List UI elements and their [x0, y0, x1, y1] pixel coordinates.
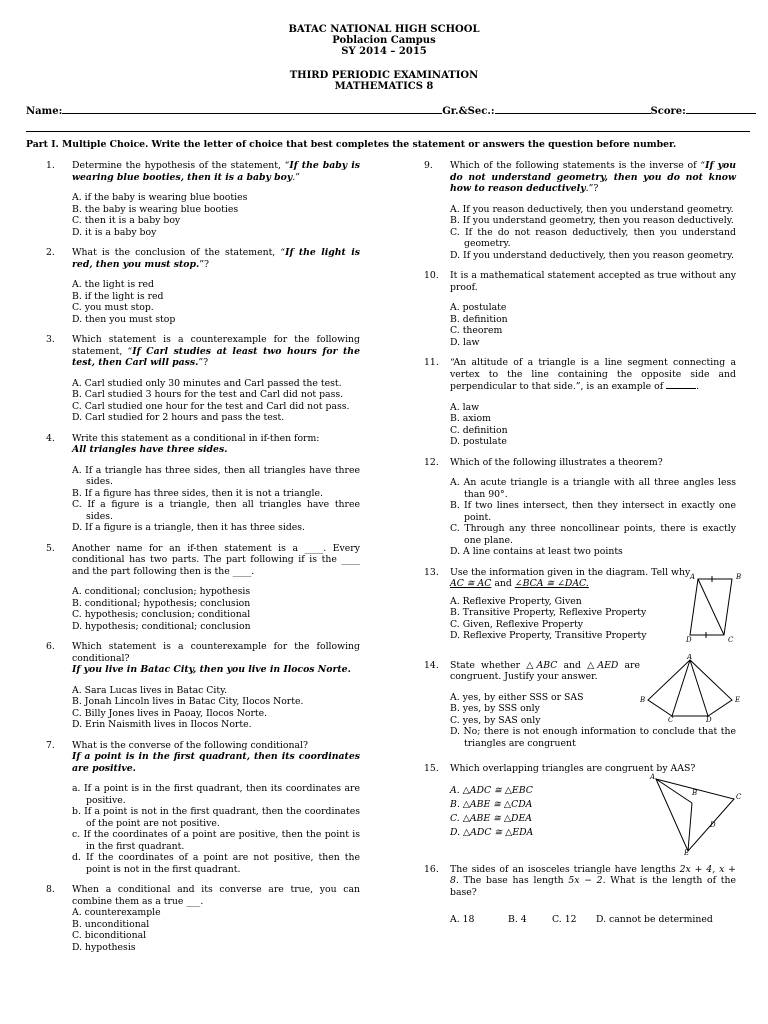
choices [450, 302, 736, 348]
header-divider [26, 131, 750, 132]
choice-a[interactable]: A. conditional; conclusion; hypothesis [72, 586, 251, 597]
choice-c[interactable]: C. If a figure is a triangle, then all triangles have three sides. [72, 499, 360, 522]
svg-text:E: E [735, 695, 741, 704]
given-segment: AC ≅ AC [450, 578, 492, 589]
question-number: 15. [424, 762, 439, 774]
choice-b[interactable]: B. conditional; hypothesis; conclusion [72, 597, 251, 609]
question-stem: The sides of an isosceles triangle have lengths 2x + 4, x + 8. The base has length 5x − 2. What is the length of the base? [450, 863, 736, 898]
name-label: Name: [26, 106, 63, 117]
choice-d[interactable]: D. cannot be determined [596, 914, 713, 925]
choice-a[interactable]: A. postulate [450, 302, 507, 313]
choice-d[interactable]: d. If the coordinates of a point are not positive, then the point is not in the first quadrant. [72, 852, 360, 875]
score-field[interactable] [686, 104, 756, 114]
exam-header [0, 24, 768, 92]
choice-b[interactable]: B. axiom [450, 413, 491, 424]
choice-b[interactable]: B. Carl studied 3 hours for the test and Carl did not pass. [72, 389, 344, 400]
svg-text:C: C [728, 635, 734, 643]
question-number: 10. [424, 270, 439, 281]
svg-text:D: D [686, 635, 692, 643]
question-3 [46, 334, 360, 424]
choice-c[interactable]: C. theorem [450, 325, 503, 336]
question-13 [424, 566, 742, 651]
question-number: 3. [46, 334, 55, 345]
question-stem: Write this statement as a conditional in if-then form: All triangles have three sides. [72, 432, 320, 455]
choice-c[interactable]: C. then it is a baby boy [72, 215, 181, 226]
choices [450, 402, 736, 448]
choice-a[interactable]: A. 18 [450, 914, 475, 925]
choice-c[interactable]: C. you must stop. [72, 302, 154, 313]
choice-a[interactable]: A. Carl studied only 30 minutes and Carl passed the test. [72, 377, 342, 389]
question-16 [424, 864, 736, 926]
question-number: 2. [46, 247, 55, 258]
choice-d[interactable]: D. hypothesis; conditional; conclusion [72, 620, 251, 632]
choice-c[interactable]: C. biconditional [72, 930, 147, 941]
exam-title: THIRD PERIODIC EXAMINATION [289, 70, 479, 81]
question-stem: Another name for an if-then statement is a ____. Every conditional has two parts. The part following if is the ____ and the part following then is the ____. [72, 542, 360, 577]
question-stem: Which statement is a counterexample for the following conditional? If you live in Batac City, then you live in Ilocos Norte. [72, 641, 360, 675]
choices [72, 783, 360, 875]
choice-b[interactable]: B. △ABE ≅ △CDA [450, 799, 533, 810]
choice-a[interactable]: A. If a triangle has three sides, then all triangles have three sides. [72, 464, 360, 487]
svg-text:E: E [684, 848, 690, 855]
choice-d[interactable]: D. If you understand deductively, then you reason geometry. [450, 249, 734, 261]
given-angle: ∠BCA ≅ ∠DAC. [514, 578, 589, 589]
choice-c[interactable]: C. 12 [552, 914, 577, 925]
question-15 [424, 762, 742, 855]
choice-b[interactable]: B. If a figure has three sides, then it is not a triangle. [72, 487, 323, 499]
choice-d[interactable]: D. Erin Naismith lives in Ilocos Norte. [72, 719, 252, 730]
choice-a[interactable]: A. the light is red [72, 279, 154, 290]
question-stem: Which of the following statements is the inverse of “If you do not understand geometry, then you do not know how to reason deductively.”? [450, 160, 736, 194]
choice-a[interactable]: A. if the baby is wearing blue booties [72, 192, 248, 203]
choice-a[interactable]: A. If you reason deductively, then you understand geometry. [450, 203, 734, 215]
question-6 [46, 641, 360, 731]
parallelogram-diagram [686, 571, 746, 643]
choice-d[interactable]: D. Carl studied for 2 hours and pass the test. [72, 412, 285, 423]
question-5 [46, 543, 360, 633]
question-number: 16. [424, 863, 439, 875]
question-number: 13. [424, 566, 439, 578]
choice-b[interactable]: B. definition [450, 313, 508, 325]
grsec-field[interactable] [495, 104, 651, 114]
choice-d[interactable]: D. hypothesis [72, 941, 136, 953]
choice-d[interactable]: D. postulate [450, 436, 507, 447]
svg-text:A: A [690, 572, 696, 581]
choice-b[interactable]: B. If two lines intersect, then they intersect in exactly one point. [450, 500, 736, 523]
right-column [424, 160, 742, 935]
question-14 [424, 653, 741, 754]
choice-a[interactable]: A. counterexample [72, 907, 161, 918]
question-number: 9. [424, 160, 433, 171]
question-12 [424, 457, 736, 558]
choice-b[interactable]: B. Transitive Property, Reflexive Property [450, 607, 647, 618]
choice-c[interactable]: C. Billy Jones lives in Paoay, Ilocos Norte. [72, 707, 268, 719]
svg-text:A: A [650, 772, 656, 781]
svg-text:C: C [668, 715, 674, 722]
svg-text:C: C [736, 792, 742, 801]
part1-instructions: Part I. Multiple Choice. Write the letter of choice that best completes the statement or answers the question before number. [26, 139, 677, 150]
choices [72, 465, 360, 534]
question-stem: Which overlapping triangles are congruent by AAS? [450, 762, 696, 774]
question-number: 7. [46, 739, 55, 751]
question-stem: It is a mathematical statement accepted as true without any proof. [450, 270, 736, 293]
svg-text:D: D [706, 715, 712, 722]
choice-d[interactable]: D. △ADC ≅ △EDA [450, 827, 534, 838]
school-name: BATAC NATIONAL HIGH SCHOOL [288, 24, 480, 35]
choice-d[interactable]: D. Reflexive Property, Transitive Property [450, 630, 647, 641]
choice-c[interactable]: C. yes, by SAS only [450, 714, 541, 726]
school-year: SY 2014 – 2015 [341, 46, 427, 57]
question-stem: Use the information given in the diagram. Tell why AC ≅ AC and ∠BCA ≅ ∠DAC. [450, 566, 691, 589]
question-8 [46, 884, 360, 953]
choice-c[interactable]: C. Carl studied one hour for the test and Carl did not pass. [72, 400, 350, 412]
question-stem: Determine the hypothesis of the statement, “If the baby is wearing blue booties, then it is a baby boy.” [72, 160, 360, 183]
question-11 [424, 357, 736, 448]
choice-c[interactable]: C. △ABE ≅ △DEA [450, 813, 532, 824]
question-number: 14. [424, 659, 439, 671]
choices [72, 586, 360, 632]
choice-b[interactable]: B. the baby is wearing blue booties [72, 203, 239, 215]
question-2 [46, 247, 360, 325]
svg-text:A: A [687, 653, 693, 661]
choices [72, 192, 360, 238]
choice-c[interactable]: C. hypothesis; conclusion; conditional [72, 609, 251, 620]
question-number: 6. [46, 641, 55, 652]
choice-a[interactable]: a. If a point is in the first quadrant, then its coordinates are positive. [72, 783, 360, 806]
question-stem: When a conditional and its converse are true, you can combine them as a true ___. [72, 884, 360, 907]
svg-text:D: D [710, 820, 716, 829]
score-label: Score: [650, 106, 686, 117]
question-number: 4. [46, 432, 55, 444]
choice-c[interactable]: C. definition [450, 424, 508, 436]
question-1 [46, 160, 360, 238]
question-7 [46, 740, 360, 876]
choice-b[interactable]: B. If you understand geometry, then you reason deductively. [450, 215, 734, 226]
choice-b[interactable]: B. yes, by SSS only [450, 703, 540, 714]
left-column [46, 160, 360, 962]
overlapping-triangles-diagram [648, 773, 744, 855]
svg-text:B: B [640, 695, 646, 704]
question-number: 5. [46, 542, 55, 554]
choices [450, 914, 736, 926]
choices [450, 204, 736, 262]
choice-a[interactable]: A. yes, by either SSS or SAS [450, 691, 584, 703]
subject-title: MATHEMATICS 8 [334, 81, 434, 92]
question-4 [46, 433, 360, 534]
question-stem: Which statement is a counterexample for the following statement, “If Carl studies at least two hours for the test, then Carl will pass.”? [72, 334, 360, 368]
question-number: 1. [46, 160, 55, 171]
choices [72, 279, 360, 325]
choices [72, 907, 360, 953]
choice-b[interactable]: B. 4 [508, 914, 527, 925]
choice-b[interactable]: B. unconditional [72, 918, 150, 930]
choice-d[interactable]: D. law [450, 336, 480, 348]
question-10 [424, 270, 736, 348]
question-number: 8. [46, 884, 55, 895]
campus-name: Poblacion Campus [332, 35, 436, 46]
choice-b[interactable]: B. Jonah Lincoln lives in Batac City, Ilocos Norte. [72, 696, 304, 707]
choice-c[interactable]: C. Given, Reflexive Property [450, 618, 584, 630]
choice-d[interactable]: D. then you must stop [72, 313, 176, 325]
choice-a[interactable]: A. Sara Lucas lives in Batac City. [72, 684, 228, 696]
choice-a[interactable]: A. An acute triangle is a triangle with all three angles less than 90°. [450, 477, 736, 500]
choice-b[interactable]: b. If a point is not in the first quadrant, then the coordinates of the point are not positive. [72, 806, 360, 829]
choices [450, 477, 736, 558]
question-stem: What is the converse of the following conditional? If a point is in the first quadrant, then its coordinates are positive. [72, 739, 360, 774]
choice-c[interactable]: C. If the do not reason deductively, then you understand geometry. [450, 226, 736, 249]
question-stem: “An altitude of a triangle is a line segment connecting a vertex to the line containing the opposite side and perpendicular to that side.”, is an example of . [450, 357, 736, 392]
question-stem: State whether △ABC and △AED are congruent. Justify your answer. [450, 659, 640, 682]
choice-b[interactable]: B. if the light is red [72, 290, 164, 302]
name-field[interactable] [62, 104, 442, 114]
triangles-diagram [634, 654, 746, 722]
choice-a[interactable]: A. law [450, 401, 480, 413]
question-9 [424, 160, 736, 261]
student-info-line [26, 104, 748, 117]
choice-a[interactable]: A. △ADC ≅ △EBC [450, 785, 533, 796]
choices [72, 378, 360, 424]
choice-d[interactable]: D. If a figure is a triangle, then it has three sides. [72, 522, 305, 533]
grsec-label: Gr.&Sec.: [442, 106, 495, 117]
svg-text:B: B [692, 788, 698, 797]
choice-a[interactable]: A. Reflexive Property, Given [450, 595, 582, 607]
svg-text:B: B [736, 572, 742, 581]
choice-d[interactable]: D. it is a baby boy [72, 226, 157, 238]
choice-d[interactable]: D. A line contains at least two points [450, 546, 623, 557]
question-number: 11. [424, 357, 439, 368]
question-stem: What is the conclusion of the statement, “If the light is red, then you must stop.”? [72, 247, 360, 270]
choice-c[interactable]: c. If the coordinates of a point are positive, then the point is in the first quadrant. [72, 829, 360, 852]
choice-c[interactable]: C. Through any three noncollinear points, there is exactly one plane. [450, 523, 736, 546]
choices [72, 685, 360, 731]
answer-blank [666, 380, 696, 389]
question-number: 12. [424, 456, 439, 468]
question-stem: Which of the following illustrates a theorem? [450, 456, 663, 468]
choice-d[interactable]: D. No; there is not enough information to conclude that the triangles are congruent [450, 726, 736, 749]
